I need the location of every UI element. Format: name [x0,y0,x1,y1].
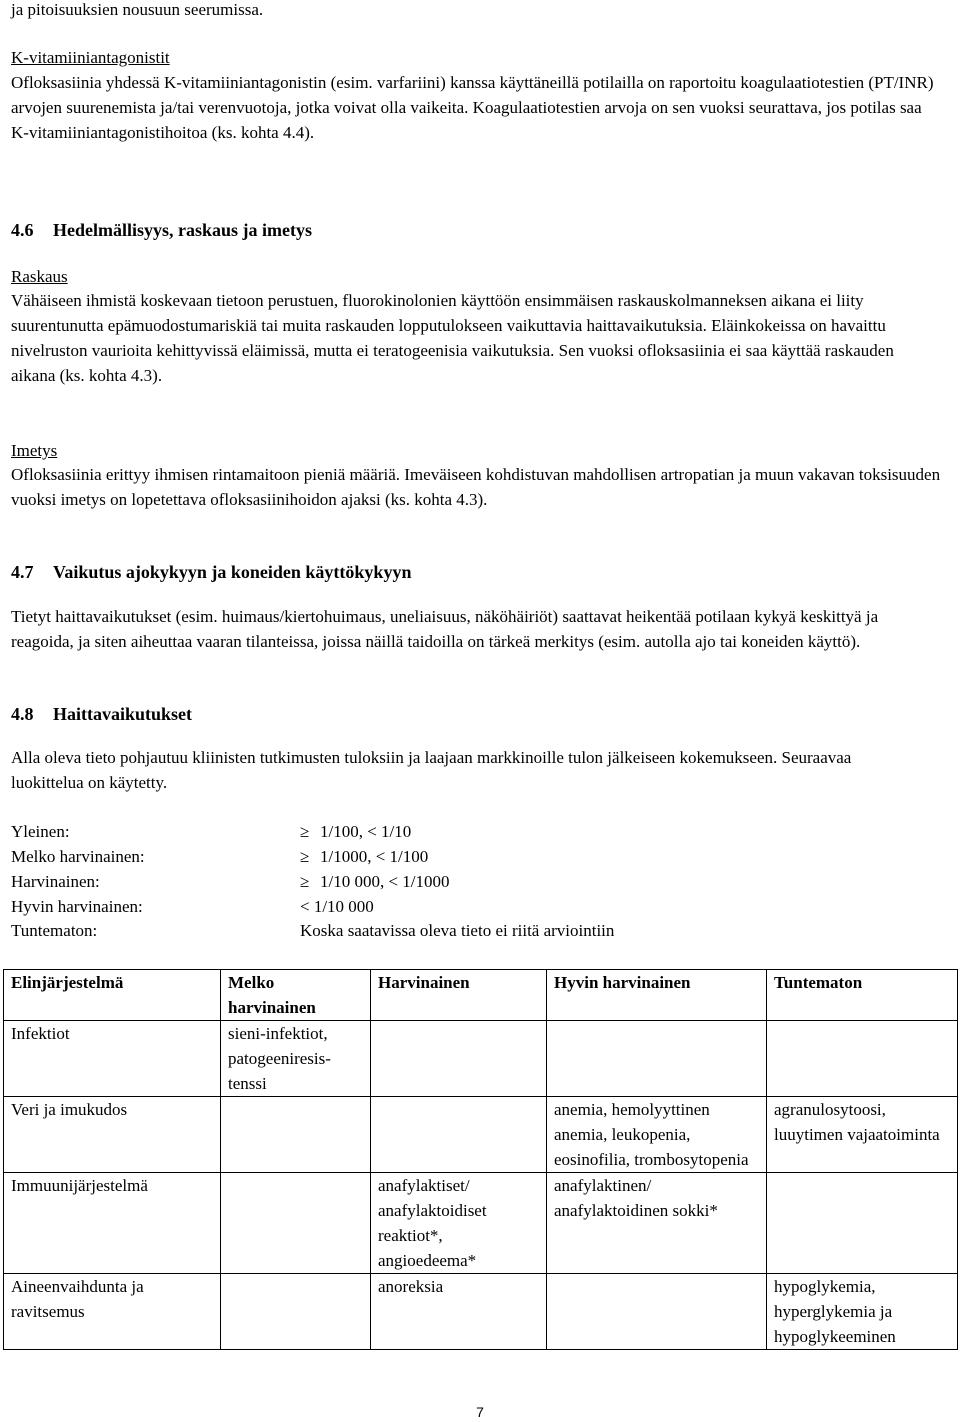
column-header-uncommon: Melko harvinainen [221,970,371,1021]
ge-symbol: ≥ [300,822,310,841]
table-cell [547,1274,767,1350]
frequency-label: Harvinainen: [11,872,100,891]
section-4-7-heading [11,560,411,585]
frequency-value [300,894,374,919]
section-title: Haittavaikutukset [53,704,193,724]
table-row [4,1173,958,1274]
frequency-range: 1/100, < 1/10 [320,822,412,841]
table-cell: Veri ja imukudos [4,1097,221,1173]
table-cell: anemia, hemolyyttinen anemia, leukopenia, eosinofilia, trombosytopenia [547,1097,767,1173]
table-cell [371,1021,547,1097]
imetys-heading: Imetys [11,441,58,460]
frequency-range: Koska saatavissa oleva tieto ei riitä arviointiin [300,921,615,940]
ge-symbol: ≥ [300,847,310,866]
section-title: Hedelmällisyys, raskaus ja imetys [53,220,312,240]
intro-text: ja pitoisuuksien nousuun seerumissa. [11,0,264,19]
table-cell: Aineenvaihdunta ja ravitsemus [4,1274,221,1350]
section-number: 4.7 [11,562,34,582]
page-number: 7 [476,1404,484,1420]
table-cell: anafylaktiset/ anafylaktoidiset reaktiot*, angioedeema* [371,1173,547,1274]
frequency-value [300,844,428,869]
raskaus-paragraph: Vähäiseen ihmistä koskevaan tietoon perustuen, fluorokinolonien käyttöön ensimmäisen raskauskolmanneksen aikana ei liity suurentunutta epämuodostumariskiä tai muita raskauden lopputulokseen vaikuttavia haittavaikutuksia. Eläinkokeissa on havaittu nivelruston vaurioita kehittyvissä eläimissä, mutta ei teratogeenisia vaikutuksia. Sen vuoksi ofloksasiinia ei saa käyttää raskauden aikana (ks. kohta 4.3). [11,291,894,385]
section-number: 4.6 [11,220,34,240]
table-cell: Immuunijärjestelmä [4,1173,221,1274]
column-header-rare: Harvinainen [371,970,547,1021]
frequency-label: Tuntematon: [11,921,98,940]
section-title: Vaikutus ajokykyyn ja koneiden käyttökykyyn [53,562,412,582]
frequency-range: < 1/10 000 [300,897,374,916]
frequency-label: Melko harvinainen: [11,847,145,866]
frequency-row [11,894,911,919]
imetys-paragraph: Ofloksasiinia erittyy ihmisen rintamaitoon pieniä määriä. Imeväiseen kohdistuvan mahdollisen artropatian ja muun vakavan toksisuuden vuoksi imetys on lopetettava ofloksasiinihoidon ajaksi (ks. kohta 4.3). [11,465,941,509]
raskaus-heading: Raskaus [11,267,68,286]
section-4-8-paragraph: Alla oleva tieto pohjautuu kliinisten tutkimusten tuloksiin ja laajaan markkinoille tulon jälkeiseen kokemukseen. Seuraavaa luokittelua on käytetty. [11,748,852,792]
table-row [4,1021,958,1097]
table-cell [767,1173,958,1274]
section-4-8-heading [11,702,192,727]
frequency-range: 1/10 000, < 1/1000 [320,872,450,891]
k-vitamin-paragraph: Ofloksasiinia yhdessä K-vitamiiniantagonistin (esim. varfariini) kanssa käyttäneillä potilailla on raportoitu koagulaatiotestien (PT/INR) arvojen suurenemista ja/tai verenvuotoja, jotka voivat olla vaikeita. Koagulaatiotestien arvoja on sen vuoksi seurattava, jos potilas saa K-vitamiiniantagonistihoitoa (ks. kohta 4.4). [11,73,934,142]
adverse-effects-table [3,969,958,1350]
section-4-6-heading [11,218,312,243]
section-number: 4.8 [11,704,34,724]
table-cell: Infektiot [4,1021,221,1097]
frequency-value [300,918,614,943]
table-cell: anafylaktinen/ anafylaktoidinen sokki* [547,1173,767,1274]
section-4-7-paragraph: Tietyt haittavaikutukset (esim. huimaus/kiertohuimaus, uneliaisuus, näköhäiriöt) saattavat heikentää potilaan kykyä keskittyä ja reagoida, ja siten aiheuttaa vaaran tilanteissa, joissa näillä taidoilla on tärkeä merkitys (esim. autolla ajo tai koneiden käyttö). [11,607,879,651]
table-cell [371,1097,547,1173]
table-cell [767,1021,958,1097]
table-row [4,1097,958,1173]
frequency-value [300,869,450,894]
column-header-very-rare: Hyvin harvinainen [547,970,767,1021]
table-cell: anoreksia [371,1274,547,1350]
frequency-row [11,844,911,869]
frequency-value [300,819,411,844]
frequency-label: Hyvin harvinainen: [11,897,143,916]
table-cell: sieni-infektiot, patogeeniresis- tenssi [221,1021,371,1097]
frequency-range: 1/1000, < 1/100 [320,847,429,866]
table-cell [547,1021,767,1097]
ge-symbol: ≥ [300,872,310,891]
table-cell: hypoglykemia, hyperglykemia ja hypoglykeeminen [767,1274,958,1350]
frequency-row [11,819,911,844]
table-cell: agranulosytoosi, luuytimen vajaatoiminta [767,1097,958,1173]
k-vitamin-heading: K-vitamiiniantagonistit [11,48,170,67]
column-header-unknown: Tuntematon [767,970,958,1021]
frequency-row [11,869,911,894]
frequency-label: Yleinen: [11,822,70,841]
column-header-organ-system: Elinjärjestelmä [4,970,221,1021]
table-cell [221,1173,371,1274]
table-row [4,1274,958,1350]
table-cell [221,1274,371,1350]
table-header-row [4,970,958,1021]
table-cell [221,1097,371,1173]
frequency-row [11,918,911,943]
